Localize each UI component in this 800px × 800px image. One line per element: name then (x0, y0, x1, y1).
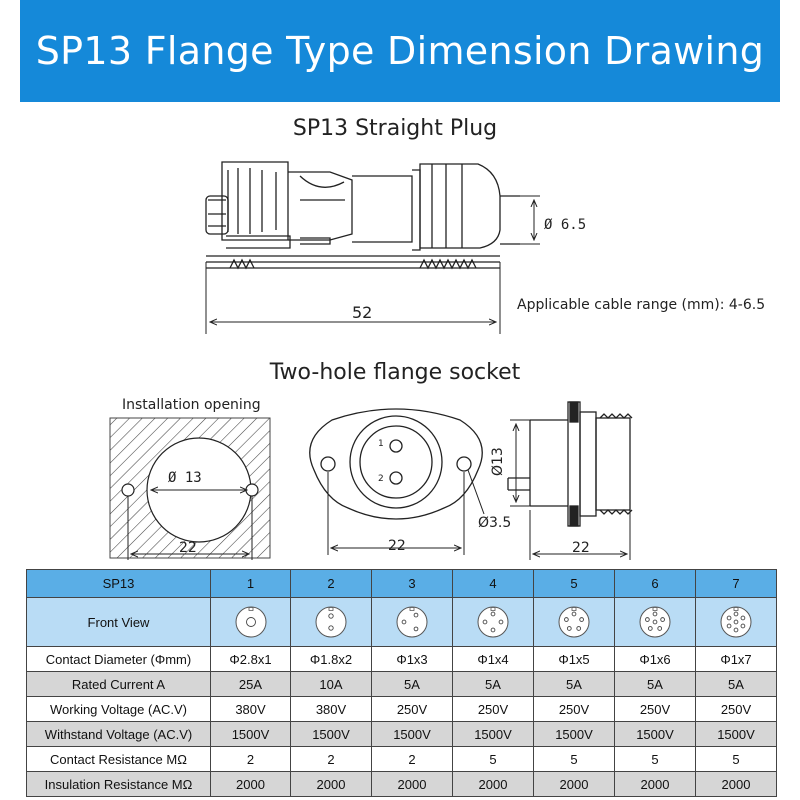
front-view-cell (211, 598, 291, 647)
front-view-cell (453, 598, 534, 647)
header-cell: 6 (615, 570, 696, 598)
flange-side-view-drawing (508, 402, 632, 560)
table-cell: Φ2.8x1 (211, 647, 291, 672)
hole-diameter-label: Ø3.5 (478, 515, 512, 531)
pin-hole (329, 626, 333, 630)
table-cell: 1500V (615, 722, 696, 747)
front-view-cell (291, 598, 372, 647)
header-cell: 5 (534, 570, 615, 598)
opening-width-label: 22 (179, 540, 197, 556)
table-cell: Φ1x3 (372, 647, 453, 672)
socket-title: Two-hole flange socket (269, 360, 521, 385)
pin-hole (648, 627, 652, 631)
table-header-row (27, 570, 777, 598)
front-view-row (27, 598, 777, 647)
table-cell: 2000 (211, 772, 291, 797)
pin-hole (580, 618, 584, 622)
table-cell: 5A (696, 672, 777, 697)
table-cell: 1500V (453, 722, 534, 747)
pin-hole (483, 620, 487, 624)
table-cell: Φ1.8x2 (291, 647, 372, 672)
pin-hole (567, 627, 571, 631)
row-label: Contact Diameter (Φmm) (27, 647, 211, 672)
front-pin-1-label: 1 (378, 439, 384, 449)
installation-opening-label: Installation opening (122, 397, 261, 413)
pin-hole (572, 612, 576, 616)
table-cell: 1500V (211, 722, 291, 747)
table-row (27, 722, 777, 747)
table-cell: 1500V (372, 722, 453, 747)
side-width-label: 22 (572, 540, 590, 556)
table-cell: 1500V (534, 722, 615, 747)
spec-table (26, 569, 777, 797)
table-cell: 5 (534, 747, 615, 772)
front-view-cell (615, 598, 696, 647)
table-cell: 2000 (372, 772, 453, 797)
pin-layout-icon (395, 605, 429, 639)
row-label: Withstand Voltage (AC.V) (27, 722, 211, 747)
table-cell: 2000 (696, 772, 777, 797)
pin-layout-icon (638, 605, 672, 639)
table-cell: 2 (291, 747, 372, 772)
pin-hole (727, 616, 731, 620)
header-cell: 2 (291, 570, 372, 598)
pin-hole (741, 624, 745, 628)
table-cell: 380V (291, 697, 372, 722)
table-cell: Φ1x6 (615, 647, 696, 672)
opening-diameter-label: Ø 13 (168, 470, 202, 486)
header-cell: 1 (211, 570, 291, 598)
table-cell: 5A (615, 672, 696, 697)
plug-title: SP13 Straight Plug (292, 116, 498, 141)
header-cell: 3 (372, 570, 453, 598)
table-row (27, 772, 777, 797)
table-cell: Φ1x7 (696, 647, 777, 672)
row-label: Contact Resistance MΩ (27, 747, 211, 772)
pin-hole (658, 627, 662, 631)
table-cell: 380V (211, 697, 291, 722)
pin-hole (734, 612, 738, 616)
installation-opening-drawing (110, 418, 270, 560)
pin-hole (402, 620, 406, 624)
pin-hole (329, 614, 333, 618)
pin-hole (734, 628, 738, 632)
table-cell: 1500V (696, 722, 777, 747)
flange-front-view-drawing (310, 409, 484, 555)
pin-hole (491, 612, 495, 616)
pin-hole (653, 620, 657, 624)
pin-hole (246, 618, 255, 627)
table-cell: 250V (534, 697, 615, 722)
table-cell: 2 (211, 747, 291, 772)
front-pin-2-label: 2 (378, 474, 384, 484)
table-cell: 2 (372, 747, 453, 772)
row-label: Rated Current A (27, 672, 211, 697)
row-label: Insulation Resistance MΩ (27, 772, 211, 797)
table-cell: 2000 (615, 772, 696, 797)
cable-range-note: Applicable cable range (mm): 4-6.5 (517, 297, 766, 313)
front-view-cell (696, 598, 777, 647)
table-cell: Φ1x4 (453, 647, 534, 672)
plug-cable-diameter: Ø 6.5 (544, 217, 587, 233)
table-cell: 2000 (291, 772, 372, 797)
table-cell: 1500V (291, 722, 372, 747)
pin-hole (499, 620, 503, 624)
pin-layout-icon (476, 605, 510, 639)
pin-hole (734, 620, 738, 624)
table-cell: 250V (453, 697, 534, 722)
table-cell: 5A (372, 672, 453, 697)
side-diameter-label: Ø13 (490, 447, 506, 476)
pin-hole (491, 628, 495, 632)
front-view-cell (534, 598, 615, 647)
header-cell: 7 (696, 570, 777, 598)
table-cell: 25A (211, 672, 291, 697)
front-width-label: 22 (388, 538, 406, 554)
pin-hole (414, 627, 418, 631)
table-cell: 250V (615, 697, 696, 722)
table-cell: 10A (291, 672, 372, 697)
table-cell: 250V (696, 697, 777, 722)
pin-hole (564, 618, 568, 622)
front-view-cell (372, 598, 453, 647)
pin-hole (727, 624, 731, 628)
pin-hole (653, 612, 657, 616)
pin-hole (741, 616, 745, 620)
header-cell: 4 (453, 570, 534, 598)
pin-hole (661, 618, 665, 622)
row-label: Working Voltage (AC.V) (27, 697, 211, 722)
table-cell: 5 (615, 747, 696, 772)
table-row (27, 747, 777, 772)
pin-layout-icon (314, 605, 348, 639)
plug-length-dimension: 52 (352, 303, 373, 322)
front-view-label: Front View (27, 598, 211, 647)
table-cell: 5 (453, 747, 534, 772)
banner-title: SP13 Flange Type Dimension Drawing (35, 29, 765, 73)
pin-hole (414, 613, 418, 617)
table-cell: 2000 (453, 772, 534, 797)
pin-hole (645, 618, 649, 622)
pin-layout-icon (557, 605, 591, 639)
table-cell: 5A (453, 672, 534, 697)
pin-layout-icon (234, 605, 268, 639)
straight-plug-drawing (206, 162, 540, 334)
table-cell: 5A (534, 672, 615, 697)
table-cell: 2000 (534, 772, 615, 797)
table-row (27, 697, 777, 722)
table-row (27, 647, 777, 672)
pin-layout-icon (719, 605, 753, 639)
pin-hole (577, 627, 581, 631)
table-cell: 250V (372, 697, 453, 722)
header-cell: SP13 (27, 570, 211, 598)
table-cell: 5 (696, 747, 777, 772)
table-row (27, 672, 777, 697)
table-cell: Φ1x5 (534, 647, 615, 672)
